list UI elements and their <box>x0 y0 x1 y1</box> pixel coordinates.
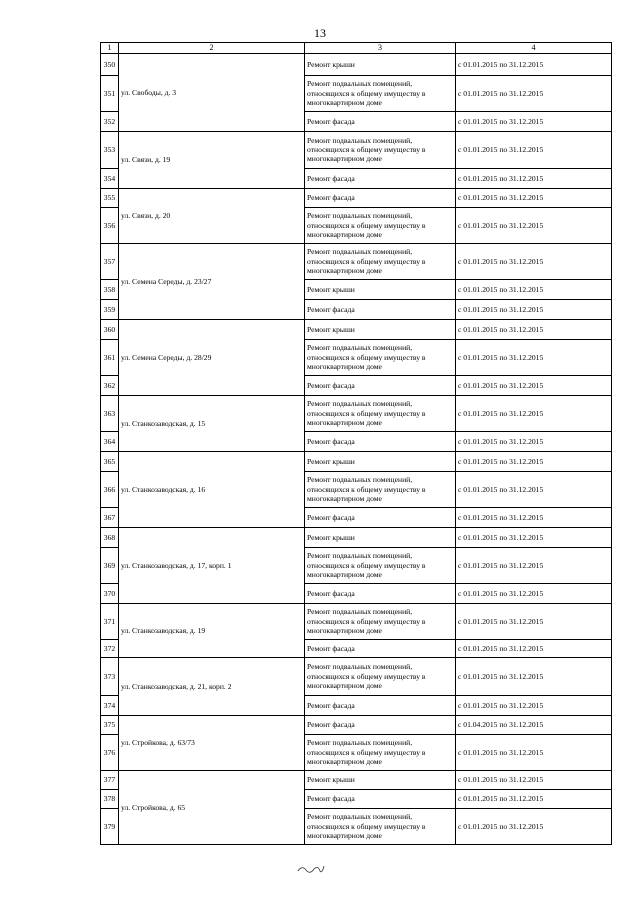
work-period: с 01.01.2015 по 31.12.2015 <box>456 53 612 75</box>
row-number: 361 <box>101 339 119 375</box>
work-type: Ремонт подвальных помещений, относящихся к общему имуществу в многоквартирном доме <box>305 75 456 111</box>
row-number: 368 <box>101 527 119 547</box>
row-number: 369 <box>101 547 119 583</box>
work-type: Ремонт крыши <box>305 319 456 339</box>
row-number: 374 <box>101 695 119 715</box>
work-period: с 01.01.2015 по 31.12.2015 <box>456 431 612 451</box>
address-cell: ул. Станкозаводская, д. 17, корп. 1 <box>119 527 305 603</box>
table-row <box>101 53 612 75</box>
work-period: с 01.04.2015 по 31.12.2015 <box>456 715 612 734</box>
work-type: Ремонт подвальных помещений, относящихся к общему имуществу в многоквартирном доме <box>305 395 456 431</box>
address-cell: ул. Связи, д. 20 <box>119 188 305 243</box>
row-number: 375 <box>101 715 119 734</box>
work-period: с 01.01.2015 по 31.12.2015 <box>456 75 612 111</box>
row-number: 367 <box>101 507 119 527</box>
work-type: Ремонт фасада <box>305 583 456 603</box>
work-period: с 01.01.2015 по 31.12.2015 <box>456 527 612 547</box>
work-type: Ремонт фасада <box>305 375 456 395</box>
work-period: с 01.01.2015 по 31.12.2015 <box>456 299 612 319</box>
work-period: с 01.01.2015 по 31.12.2015 <box>456 695 612 715</box>
work-period: с 01.01.2015 по 31.12.2015 <box>456 111 612 131</box>
address-cell: ул. Свободы, д. 3 <box>119 53 305 131</box>
work-period: с 01.01.2015 по 31.12.2015 <box>456 507 612 527</box>
work-type: Ремонт фасада <box>305 715 456 734</box>
work-type: Ремонт подвальных помещений, относящихся к общему имуществу в многоквартирном доме <box>305 547 456 583</box>
row-number: 353 <box>101 131 119 168</box>
work-type: Ремонт подвальных помещений, относящихся к общему имуществу в многоквартирном доме <box>305 603 456 639</box>
row-number: 354 <box>101 168 119 188</box>
work-period: с 01.01.2015 по 31.12.2015 <box>456 770 612 789</box>
handwritten-mark <box>296 862 326 876</box>
row-number: 363 <box>101 395 119 431</box>
row-number: 377 <box>101 770 119 789</box>
work-type: Ремонт крыши <box>305 53 456 75</box>
row-number: 359 <box>101 299 119 319</box>
row-number: 366 <box>101 471 119 507</box>
work-period: с 01.01.2015 по 31.12.2015 <box>456 789 612 808</box>
row-number: 362 <box>101 375 119 395</box>
column-number: 2 <box>119 43 305 54</box>
address-cell: ул. Стройкова, д. 65 <box>119 770 305 844</box>
work-type: Ремонт подвальных помещений, относящихся к общему имуществу в многоквартирном доме <box>305 243 456 279</box>
work-type: Ремонт крыши <box>305 527 456 547</box>
column-number: 3 <box>305 43 456 54</box>
work-period: с 01.01.2015 по 31.12.2015 <box>456 168 612 188</box>
table-row <box>101 770 612 789</box>
row-number: 379 <box>101 808 119 844</box>
row-number: 371 <box>101 603 119 639</box>
table-row <box>101 603 612 639</box>
row-number: 370 <box>101 583 119 603</box>
table-row <box>101 395 612 431</box>
work-period: с 01.01.2015 по 31.12.2015 <box>456 243 612 279</box>
work-type: Ремонт фасада <box>305 188 456 207</box>
table-row <box>101 715 612 734</box>
table-row <box>101 451 612 471</box>
row-number: 364 <box>101 431 119 451</box>
row-number: 352 <box>101 111 119 131</box>
work-type: Ремонт подвальных помещений, относящихся к общему имуществу в многоквартирном доме <box>305 734 456 770</box>
work-period: с 01.01.2015 по 31.12.2015 <box>456 339 612 375</box>
work-type: Ремонт подвальных помещений, относящихся к общему имуществу в многоквартирном доме <box>305 131 456 168</box>
table-row <box>101 131 612 168</box>
row-number: 372 <box>101 639 119 657</box>
row-number: 357 <box>101 243 119 279</box>
work-type: Ремонт крыши <box>305 770 456 789</box>
row-number: 365 <box>101 451 119 471</box>
address-cell: ул. Семена Середы, д. 28/29 <box>119 319 305 395</box>
work-period: с 01.01.2015 по 31.12.2015 <box>456 471 612 507</box>
table-row <box>101 527 612 547</box>
work-period: с 01.01.2015 по 31.12.2015 <box>456 131 612 168</box>
row-number: 351 <box>101 75 119 111</box>
work-type: Ремонт фасада <box>305 431 456 451</box>
row-number: 378 <box>101 789 119 808</box>
work-period: с 01.01.2015 по 31.12.2015 <box>456 451 612 471</box>
column-number: 4 <box>456 43 612 54</box>
work-type: Ремонт подвальных помещений, относящихся к общему имуществу в многоквартирном доме <box>305 207 456 243</box>
row-number: 373 <box>101 657 119 695</box>
work-period: с 01.01.2015 по 31.12.2015 <box>456 808 612 844</box>
row-number: 356 <box>101 207 119 243</box>
work-period: с 01.01.2015 по 31.12.2015 <box>456 734 612 770</box>
work-period: с 01.01.2015 по 31.12.2015 <box>456 375 612 395</box>
work-period: с 01.01.2015 по 31.12.2015 <box>456 547 612 583</box>
work-type: Ремонт подвальных помещений, относящихся к общему имуществу в многоквартирном доме <box>305 339 456 375</box>
work-period: с 01.01.2015 по 31.12.2015 <box>456 639 612 657</box>
work-period: с 01.01.2015 по 31.12.2015 <box>456 583 612 603</box>
table-row <box>101 188 612 207</box>
work-type: Ремонт крыши <box>305 451 456 471</box>
address-cell: ул. Стройкова, д. 63/73 <box>119 715 305 770</box>
row-number: 376 <box>101 734 119 770</box>
work-period: с 01.01.2015 по 31.12.2015 <box>456 279 612 299</box>
row-number: 360 <box>101 319 119 339</box>
work-period: с 01.01.2015 по 31.12.2015 <box>456 395 612 431</box>
repair-schedule-table <box>100 42 612 845</box>
column-number: 1 <box>101 43 119 54</box>
address-cell: ул. Связи, д. 19 <box>119 131 305 188</box>
row-number: 355 <box>101 188 119 207</box>
table-row <box>101 243 612 279</box>
address-cell: ул. Станкозаводская, д. 21, корп. 2 <box>119 657 305 715</box>
page-number: 13 <box>314 26 326 40</box>
work-type: Ремонт фасада <box>305 789 456 808</box>
work-type: Ремонт подвальных помещений, относящихся к общему имуществу в многоквартирном доме <box>305 471 456 507</box>
work-period: с 01.01.2015 по 31.12.2015 <box>456 319 612 339</box>
work-type: Ремонт подвальных помещений, относящихся к общему имуществу в многоквартирном доме <box>305 808 456 844</box>
table-row <box>101 319 612 339</box>
work-period: с 01.01.2015 по 31.12.2015 <box>456 188 612 207</box>
work-period: с 01.01.2015 по 31.12.2015 <box>456 657 612 695</box>
address-cell: ул. Станкозаводская, д. 16 <box>119 451 305 527</box>
work-type: Ремонт фасада <box>305 168 456 188</box>
work-period: с 01.01.2015 по 31.12.2015 <box>456 207 612 243</box>
table-row <box>101 657 612 695</box>
address-cell: ул. Станкозаводская, д. 15 <box>119 395 305 451</box>
work-type: Ремонт фасада <box>305 507 456 527</box>
work-type: Ремонт фасада <box>305 299 456 319</box>
address-cell: ул. Семена Середы, д. 23/27 <box>119 243 305 319</box>
row-number: 358 <box>101 279 119 299</box>
column-number-row <box>101 43 612 54</box>
work-type: Ремонт фасада <box>305 695 456 715</box>
work-type: Ремонт фасада <box>305 639 456 657</box>
address-cell: ул. Станкозаводская, д. 19 <box>119 603 305 657</box>
work-type: Ремонт подвальных помещений, относящихся к общему имуществу в многоквартирном доме <box>305 657 456 695</box>
work-period: с 01.01.2015 по 31.12.2015 <box>456 603 612 639</box>
work-type: Ремонт крыши <box>305 279 456 299</box>
row-number: 350 <box>101 53 119 75</box>
work-type: Ремонт фасада <box>305 111 456 131</box>
